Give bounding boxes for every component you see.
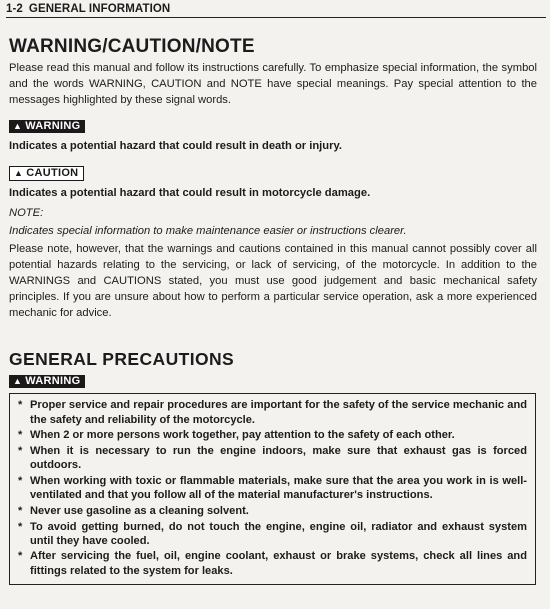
list-item bbox=[18, 549, 527, 577]
precautions-warning-label-text: WARNING bbox=[25, 375, 81, 388]
warning-definition: Indicates a potential hazard that could result in death or injury. bbox=[9, 140, 342, 153]
wcn-intro: Please read this manual and follow its instructions carefully. To emphasize special information, the symbol and the words WARNING, CAUTION and NOTE have special meanings. Pay special attention to the messages highlighted by these signal words. bbox=[9, 62, 537, 106]
bullet-asterisk: * bbox=[18, 399, 23, 412]
list-item bbox=[18, 428, 527, 442]
caution-definition: Indicates a potential hazard that could result in motorcycle damage. bbox=[9, 187, 371, 200]
list-item-text: Proper service and repair procedures are important for the safety of the service mechanic and the safety and reliability of the motorcycle. bbox=[30, 399, 527, 426]
list-item-text: To avoid getting burned, do not touch the engine, engine oil, radiator and exhaust system until they have cooled. bbox=[30, 520, 527, 547]
precautions-list bbox=[18, 398, 527, 577]
warning-triangle-icon: ▲ bbox=[13, 376, 23, 387]
list-item-text: When it is necessary to run the engine indoors, make sure that exhaust gas is forced outdoors. bbox=[30, 444, 527, 472]
warning-label-text: WARNING bbox=[25, 120, 81, 133]
list-item bbox=[18, 444, 527, 472]
caution-triangle-icon: ▲ bbox=[14, 168, 24, 179]
bullet-asterisk: * bbox=[18, 444, 23, 457]
bullet-asterisk: * bbox=[18, 504, 23, 517]
list-item-text: When 2 or more persons work together, pay attention to the safety of each other. bbox=[30, 429, 455, 442]
bullet-asterisk: * bbox=[18, 520, 23, 533]
caution-label-text: CAUTION bbox=[26, 167, 79, 180]
warning-triangle-icon: ▲ bbox=[13, 121, 23, 132]
precautions-box bbox=[9, 393, 536, 585]
warning-label-box bbox=[9, 120, 85, 133]
list-item bbox=[18, 520, 527, 548]
list-item-text: When working with toxic or flammable materials, make sure that the area you work in is well-ventilated and that you follow all of the material manufacturer's instructions. bbox=[30, 474, 527, 502]
list-item bbox=[18, 398, 527, 426]
bullet-asterisk: * bbox=[18, 474, 23, 487]
caution-label-box bbox=[9, 166, 84, 181]
list-item-text: Never use gasoline as a cleaning solvent. bbox=[30, 504, 249, 517]
page-content bbox=[9, 36, 537, 585]
note-label: NOTE: bbox=[9, 207, 44, 220]
list-item-text: After servicing the fuel, oil, engine coolant, exhaust or brake systems, check all lines and fittings related to the system for leaks. bbox=[30, 550, 527, 577]
bullet-asterisk: * bbox=[18, 550, 23, 563]
bullet-asterisk: * bbox=[18, 429, 23, 442]
page-number: 1-2 bbox=[6, 3, 23, 15]
list-item bbox=[18, 504, 527, 518]
list-item bbox=[18, 474, 527, 502]
wcn-title: WARNING/CAUTION/NOTE bbox=[9, 36, 255, 57]
general-precautions-title: GENERAL PRECAUTIONS bbox=[9, 349, 235, 370]
hazards-paragraph: Please note, however, that the warnings and cautions contained in this manual cannot possibly cover all potential hazards relating to the servicing, or lack of servicing, of the motorcycle. In addition to the WARNINGS and CAUTIONS stated, you must use good judgement and basic mechanical safety principles. If you are unsure about how to perform a particular service operation, ask a more experienced mechanic for advice. bbox=[9, 243, 537, 319]
precautions-warning-label-box bbox=[9, 375, 85, 388]
page-header bbox=[6, 3, 546, 18]
section-title: GENERAL INFORMATION bbox=[28, 3, 171, 15]
note-definition: Indicates special information to make maintenance easier or instructions clearer. bbox=[9, 225, 407, 238]
